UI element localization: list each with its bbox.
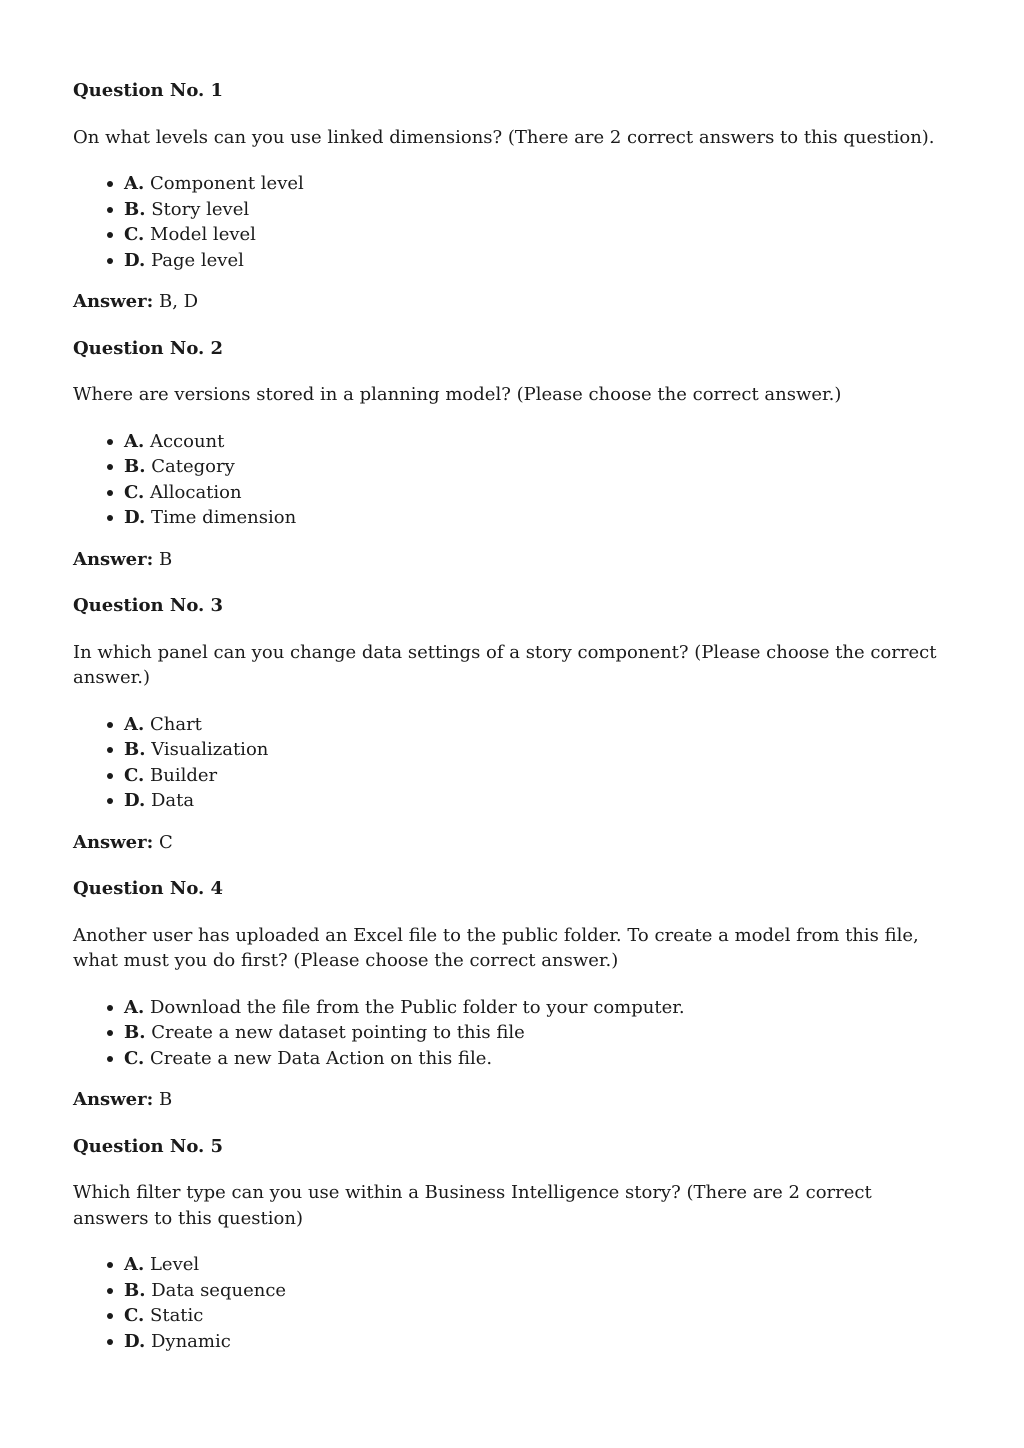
question-4 [73, 876, 951, 1113]
option-letter: C. [124, 1305, 145, 1326]
option-letter: C. [124, 1047, 145, 1069]
answer-line [73, 289, 951, 315]
option-item [107, 995, 951, 1021]
question-title: Question No. 1 [73, 80, 224, 101]
option-text: Visualization [151, 739, 269, 760]
option-text: Dynamic [150, 1330, 231, 1352]
question-text: On what levels can you use linked dimensions? (There are 2 correct answers to this question). [73, 126, 935, 148]
option-letter: D. [124, 507, 146, 528]
option-text: Component level [149, 173, 304, 194]
option-item [107, 1252, 951, 1278]
option-letter: B. [124, 1022, 146, 1043]
option-item [107, 1329, 951, 1355]
question-title: Question No. 2 [73, 337, 224, 359]
option-list [73, 1252, 951, 1354]
question-1 [73, 78, 951, 315]
option-text: Data [150, 790, 195, 811]
answer-label: Answer: [73, 831, 154, 853]
option-letter: B. [124, 456, 146, 477]
option-text: Account [149, 430, 225, 452]
option-letter: A. [124, 430, 145, 452]
option-item [107, 737, 951, 763]
option-text: Builder [150, 764, 218, 786]
option-letter: D. [124, 249, 146, 271]
option-item [107, 197, 951, 223]
option-letter: A. [124, 713, 145, 735]
option-item [107, 788, 951, 814]
option-item [107, 1020, 951, 1046]
question-3 [73, 593, 951, 855]
option-text: Download the file from the Public folder to your computer. [149, 996, 685, 1018]
option-letter: B. [124, 198, 146, 220]
answer-label: Answer: [73, 291, 154, 312]
answer-line [73, 1087, 951, 1113]
option-item [107, 171, 951, 197]
option-item [107, 505, 951, 531]
option-item [107, 712, 951, 738]
option-text: Static [150, 1305, 204, 1326]
answer-value: C [159, 831, 173, 853]
option-letter: A. [124, 173, 145, 194]
option-text: Create a new dataset pointing to this file [151, 1022, 525, 1043]
option-text: Story level [151, 198, 250, 220]
option-text: Data sequence [151, 1279, 287, 1301]
option-text: Model level [150, 224, 256, 245]
answer-line [73, 830, 951, 856]
question-text: Which filter type can you use within a Business Intelligence story? (There are 2 correct answers to this question) [73, 1182, 872, 1229]
answer-value: B [159, 1089, 173, 1110]
option-letter: A. [124, 996, 145, 1018]
option-text: Chart [149, 713, 202, 735]
answer-label: Answer: [73, 548, 154, 570]
option-item [107, 454, 951, 480]
option-list [73, 995, 951, 1072]
option-text: Create a new Data Action on this file. [150, 1047, 493, 1069]
option-letter: C. [124, 764, 145, 786]
option-letter: A. [124, 1254, 145, 1275]
option-text: Time dimension [150, 507, 297, 528]
option-item [107, 248, 951, 274]
option-text: Page level [150, 249, 244, 271]
option-text: Allocation [150, 481, 242, 503]
question-text: Another user has uploaded an Excel file to the public folder. To create a model from this file, what must you do first? (Please choose the correct answer.) [73, 924, 919, 971]
option-text: Category [151, 456, 235, 477]
option-list [73, 712, 951, 814]
answer-line [73, 547, 951, 573]
option-letter: D. [124, 1330, 146, 1352]
option-item [107, 763, 951, 789]
question-text: Where are versions stored in a planning model? (Please choose the correct answer.) [73, 384, 842, 405]
option-letter: B. [124, 739, 146, 760]
question-title: Question No. 3 [73, 595, 224, 616]
answer-value: B, D [159, 291, 199, 312]
option-letter: D. [124, 790, 146, 811]
question-5 [73, 1134, 951, 1355]
option-item [107, 1278, 951, 1304]
option-item [107, 1046, 951, 1072]
question-text: In which panel can you change data settings of a story component? (Please choose the correct answer.) [73, 641, 937, 688]
option-item [107, 222, 951, 248]
option-letter: C. [124, 224, 145, 245]
option-text: Level [149, 1254, 200, 1275]
option-list [73, 171, 951, 273]
option-item [107, 1303, 951, 1329]
answer-value: B [159, 548, 173, 570]
option-item [107, 429, 951, 455]
answer-label: Answer: [73, 1089, 154, 1110]
option-item [107, 480, 951, 506]
option-letter: B. [124, 1279, 146, 1301]
question-2 [73, 336, 951, 573]
option-letter: C. [124, 481, 145, 503]
question-title: Question No. 5 [73, 1135, 224, 1157]
question-title: Question No. 4 [73, 878, 224, 899]
option-list [73, 429, 951, 531]
